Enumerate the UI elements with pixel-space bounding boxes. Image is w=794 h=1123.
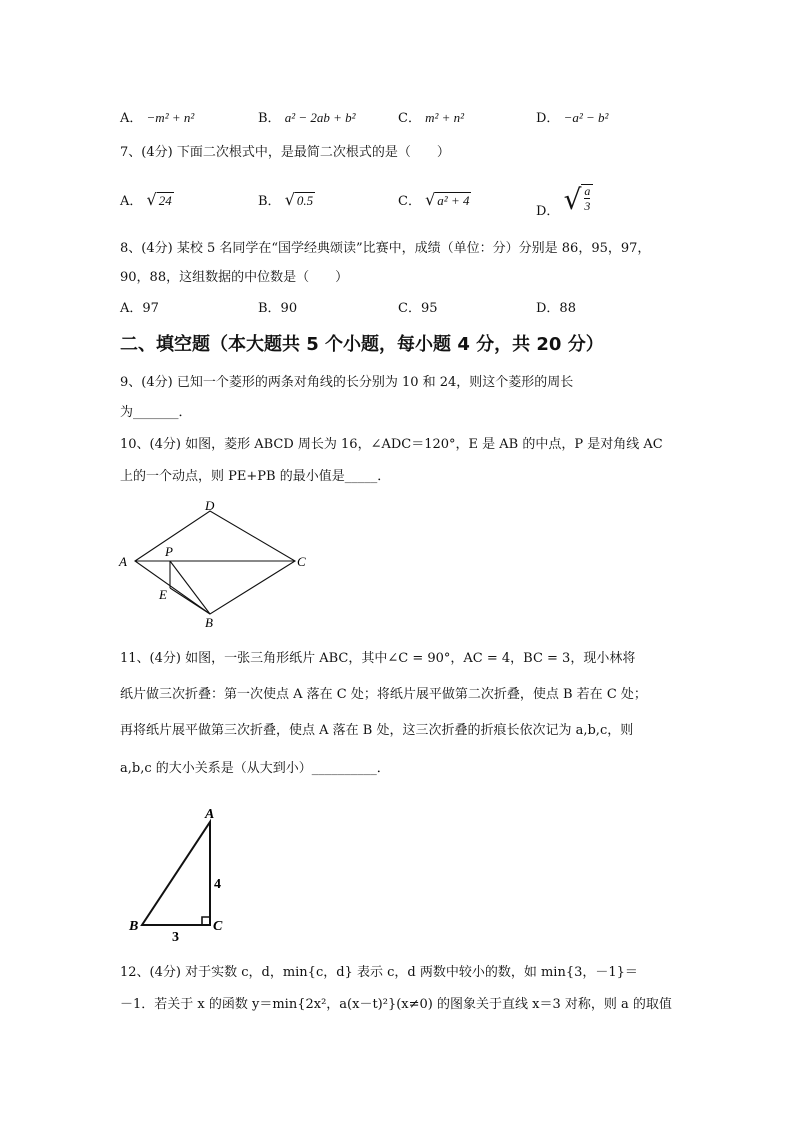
side-ac-length: 4: [214, 877, 221, 892]
q9-stem-line-1: 9、(4分) 已知一个菱形的两条对角线的长分别为 10 和 24，则这个菱形的周长: [120, 375, 574, 390]
label-e: E: [159, 587, 167, 602]
option-letter: C．: [398, 111, 421, 126]
q6-option-c: [398, 111, 464, 125]
q8-option-d: D．88: [536, 301, 576, 316]
section-title: 二、填空题（本大题共 5 个小题，每小题 4 分，共 20 分）: [120, 334, 604, 355]
q8-stem-line-1: 8、(4分) 某校 5 名同学在“国学经典颂读”比赛中，成绩（单位：分）分别是 86，95，97，: [120, 241, 651, 256]
option-letter: D．: [536, 111, 560, 126]
q8-option-a: A．97: [120, 301, 159, 316]
side-bc-length: 3: [172, 930, 179, 945]
sqrt-sign-icon: √: [284, 190, 295, 209]
q12-stem-line-1: 12、(4分) 对于实数 c，d，min{c，d} 表示 c，d 两数中较小的数，如 min{3，－1}＝: [120, 965, 638, 980]
q7-option-a: [120, 192, 174, 208]
q6-option-a: [120, 111, 194, 125]
label-b: B: [205, 615, 213, 630]
triangle-figure: [125, 800, 235, 950]
option-expression: −a² − b²: [563, 110, 609, 125]
q8-option-b: B．90: [258, 301, 298, 316]
radicand: 24: [158, 193, 172, 208]
fraction: [581, 184, 593, 212]
label-c: C: [297, 554, 306, 569]
q11-stem-line-3: 再将纸片展平做第三次折叠，使点 A 落在 B 处，这三次折叠的折痕长依次记为 a,b,c，则: [120, 723, 634, 738]
q7-stem: 7、(4分) 下面二次根式中，是最简二次根式的是（ ）: [120, 145, 450, 160]
q8-stem-line-2: 90，88，这组数据的中位数是（ ）: [120, 270, 349, 285]
rhombus-figure: [110, 496, 320, 632]
q6-option-d: [536, 111, 608, 125]
label-p: P: [165, 544, 173, 559]
option-letter: C．: [398, 194, 421, 209]
q10-stem-line-1: 10、(4分) 如图，菱形 ABCD 周长为 16，∠ADC＝120°，E 是 AB 的中点，P 是对角线 AC: [120, 437, 663, 452]
option-expression: a² − 2ab + b²: [284, 110, 356, 125]
q9-stem-line-2: 为_______．: [120, 405, 192, 420]
fraction-numerator: a: [584, 184, 591, 198]
option-letter: B．: [258, 194, 281, 209]
option-letter: B．: [258, 111, 281, 126]
segment-eb: [170, 588, 210, 614]
q8-option-c: C．95: [398, 301, 438, 316]
option-letter: D．: [536, 204, 560, 219]
q6-option-b: [258, 111, 356, 125]
q7-option-c: [398, 192, 471, 208]
q12-stem-line-2: －1．若关于 x 的函数 y＝min{2x²，a(x－t)²}(x≠0) 的图象关于直线 x＝3 对称，则 a 的取值: [120, 997, 672, 1012]
radicand: 0.5: [296, 193, 314, 208]
label-a: A: [205, 807, 215, 822]
sqrt-sign-icon: √: [563, 183, 582, 216]
sqrt-sign-icon: √: [425, 190, 436, 209]
q11-stem-line-2: 纸片做三次折叠：第一次使点 A 落在 C 处；将纸片展平做第二次折叠，使点 B 若在 C 处；: [120, 687, 647, 702]
right-angle-mark: [202, 917, 210, 925]
q7-option-b: [258, 192, 315, 208]
radicand: a² + 4: [437, 193, 470, 208]
label-b: B: [129, 919, 139, 934]
option-expression: m² + n²: [425, 110, 465, 125]
q11-stem-line-1: 11、(4分) 如图，一张三角形纸片 ABC，其中∠C = 90°，AC = 4，BC = 3，现小林将: [120, 651, 636, 666]
option-expression: −m² + n²: [146, 110, 195, 125]
sqrt-sign-icon: √: [146, 190, 157, 209]
fraction-denominator: 3: [584, 199, 591, 213]
label-c: C: [213, 919, 223, 934]
segment-pb: [170, 561, 210, 614]
q7-option-d: [536, 180, 593, 219]
option-letter: A．: [120, 111, 143, 126]
q10-stem-line-2: 上的一个动点，则 PE+PB 的最小值是_____．: [120, 469, 391, 484]
label-d: D: [205, 498, 215, 513]
label-a: A: [119, 554, 127, 569]
q11-stem-line-4: a,b,c 的大小关系是（从大到小）__________．: [120, 761, 390, 776]
option-letter: A．: [120, 194, 143, 209]
triangle-outline: [142, 822, 210, 925]
